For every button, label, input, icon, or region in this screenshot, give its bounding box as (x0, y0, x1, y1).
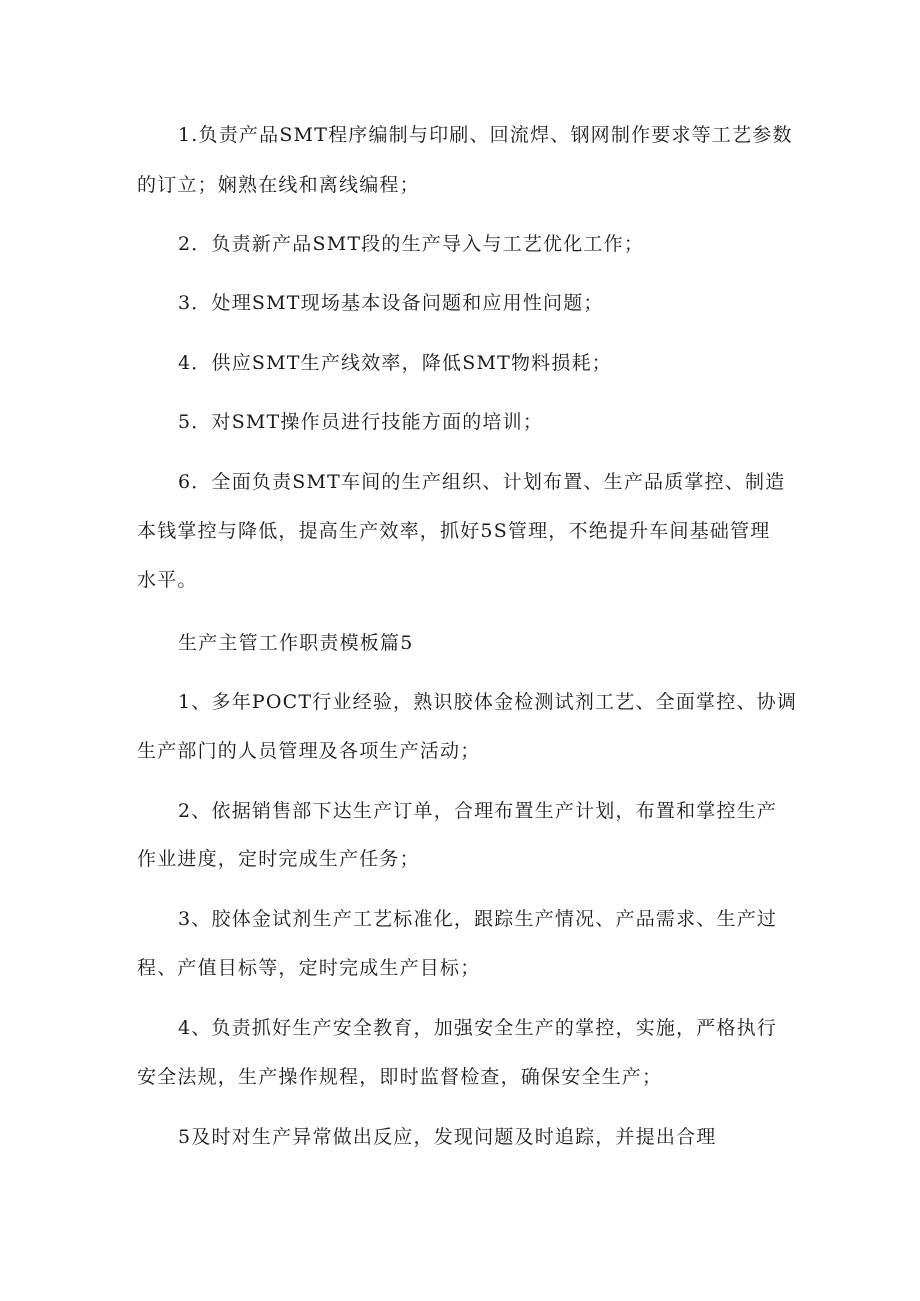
item-1-line-1: 1、多年POCT行业经验，熟识胶体金检测试剂工艺、全面掌控、协调 (178, 691, 798, 713)
item-5-line-1: 5及时对生产异常做出反应，发现问题及时追踪，并提出合理 (178, 1126, 717, 1148)
item-4-line-2: 安全法规，生产操作规程，即时监督检查，确保安全生产； (137, 1066, 663, 1088)
item-1-line-2: 生产部门的人员管理及各项生产活动； (137, 740, 481, 762)
paragraph-1-line-2: 的订立；娴熟在线和离线编程； (137, 174, 420, 196)
paragraph-1-line-1: 1.负责产品SMT程序编制与印刷、回流焊、钢网制作要求等工艺参数 (178, 124, 793, 146)
item-3-line-1: 3、胶体金试剂生产工艺标准化，跟踪生产情况、产品需求、生产过 (178, 908, 778, 930)
paragraph-6-line-2: 本钱掌控与降低，提高生产效率，抓好5S管理，不绝提升车间基础管理 (137, 520, 771, 542)
paragraph-5: 5．对SMT操作员进行技能方面的培训； (178, 411, 544, 433)
item-2-line-2: 作业进度，定时完成生产任务； (137, 848, 420, 870)
paragraph-3: 3．处理SMT现场基本设备问题和应用性问题； (178, 292, 604, 314)
item-3-line-2: 程、产值目标等，定时完成生产目标； (137, 957, 481, 979)
paragraph-6-line-1: 6．全面负责SMT车间的生产组织、计划布置、生产品质掌控、制造 (178, 471, 786, 493)
item-4-line-1: 4、负责抓好生产安全教育，加强安全生产的掌控，实施，严格执行 (178, 1017, 778, 1039)
section-heading: 生产主管工作职责模板篇5 (178, 632, 414, 654)
item-2-line-1: 2、依据销售部下达生产订单，合理布置生产计划，布置和掌控生产 (178, 800, 778, 822)
paragraph-2: 2．负责新产品SMT段的生产导入与工艺优化工作； (178, 233, 645, 255)
paragraph-6-line-3: 水平。 (137, 569, 198, 591)
paragraph-4: 4．供应SMT生产线效率，降低SMT物料损耗； (178, 352, 612, 374)
